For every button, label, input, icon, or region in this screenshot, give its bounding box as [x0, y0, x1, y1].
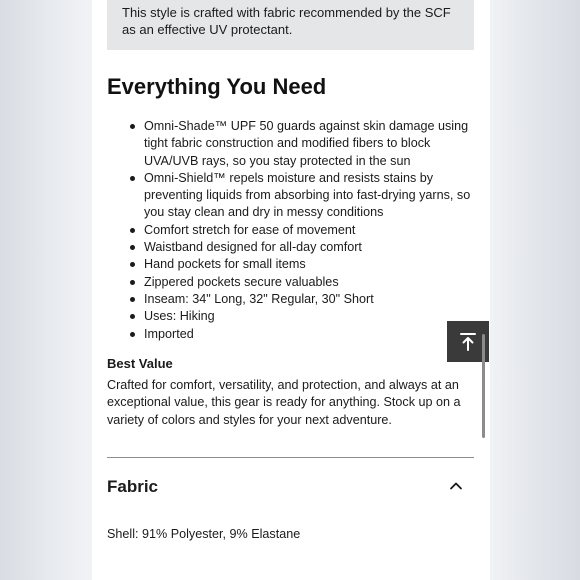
best-value-heading: Best Value [107, 356, 173, 371]
feature-item: Inseam: 34" Long, 32" Regular, 30" Short [144, 291, 477, 308]
feature-item: Uses: Hiking [144, 308, 477, 325]
fabric-composition: Shell: 91% Polyester, 9% Elastane [107, 527, 301, 541]
feature-item: Zippered pockets secure valuables [144, 274, 477, 291]
feature-item: Comfort stretch for ease of movement [144, 222, 477, 239]
arrow-to-top-icon [459, 332, 477, 352]
best-value-text: Crafted for comfort, versatility, and protection, and always at an exceptional value, this gear is ready for anything. Stock up on a variety of colors and styles for your next adventure. [107, 378, 461, 427]
section-divider [107, 457, 474, 458]
feature-item: Omni-Shield™ repels moisture and resists stains by preventing liquids from absorbing into fast-drying yarns, so you stay clean and dry in messy conditions [144, 170, 477, 222]
feature-list [107, 118, 477, 343]
section-title: Everything You Need [107, 74, 327, 99]
fabric-title: Fabric [107, 477, 159, 496]
notice-text: This style is crafted with fabric recommended by the SCF as an effective UV protectant. [122, 5, 451, 37]
chevron-up-icon[interactable] [448, 478, 464, 494]
feature-item: Waistband designed for all-day comfort [144, 239, 477, 256]
fabric-accordion-header[interactable] [107, 472, 474, 502]
uv-protection-notice [107, 0, 474, 50]
feature-item: Omni-Shade™ UPF 50 guards against skin damage using tight fabric construction and modified fibers to block UVA/UVB rays, so you stay protected in the sun [144, 118, 477, 170]
feature-item: Hand pockets for small items [144, 256, 477, 273]
feature-item: Imported [144, 326, 477, 343]
scrollbar-thumb[interactable] [482, 334, 485, 438]
